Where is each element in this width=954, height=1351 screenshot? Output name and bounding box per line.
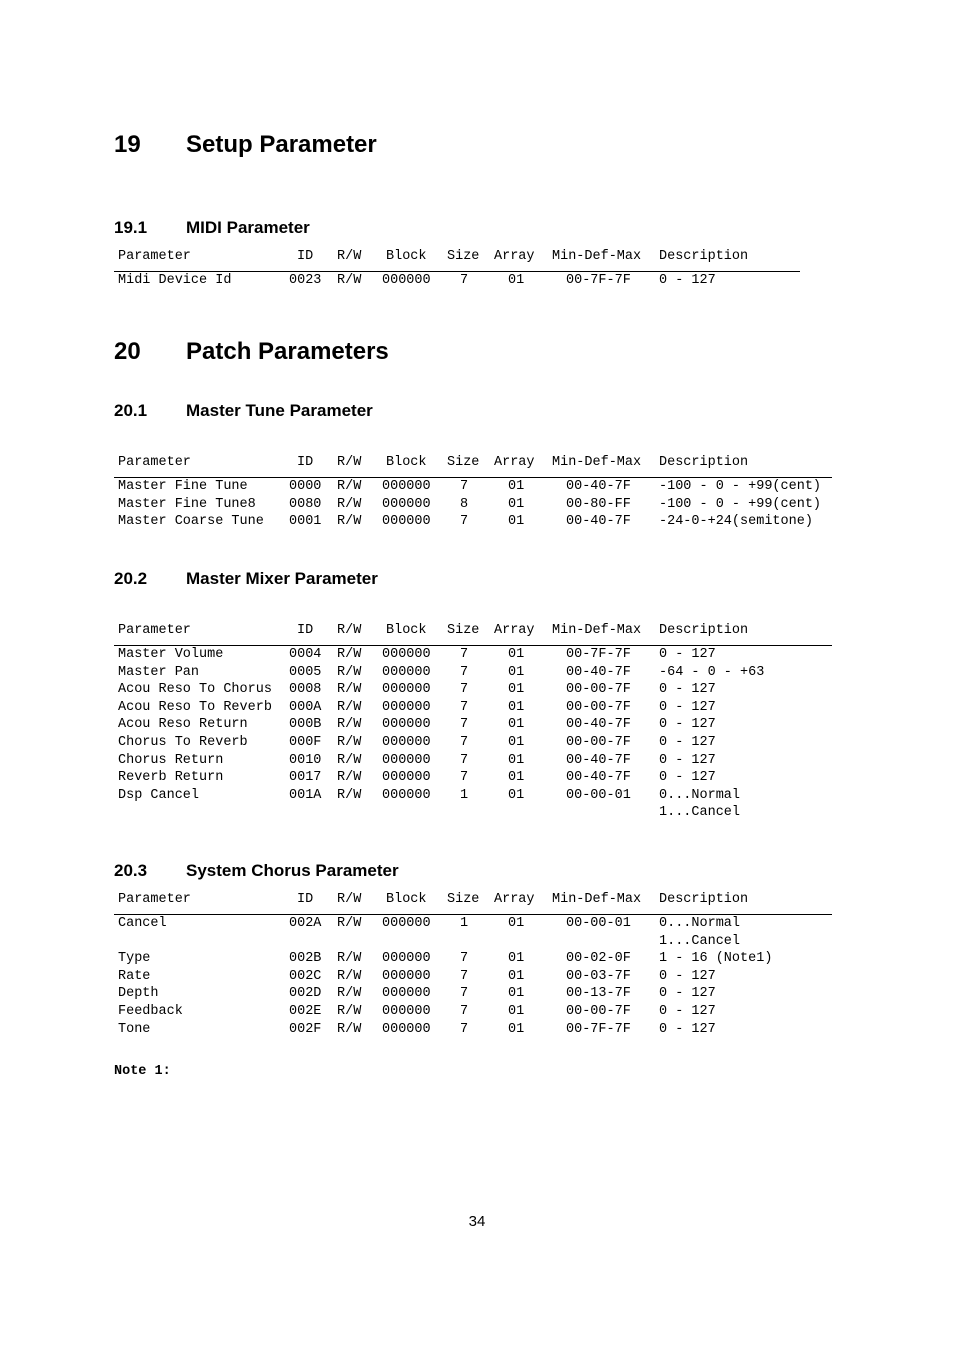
cell-size: 7 — [460, 1004, 469, 1019]
col-header-parameter: Parameter — [118, 623, 191, 638]
cell-rw: R/W — [337, 916, 362, 931]
col-header-block: Block — [386, 623, 427, 638]
col-header-size: Size — [447, 892, 480, 907]
table-row — [0, 734, 954, 752]
cell-array: 01 — [508, 986, 525, 1002]
cell-description: -100 - 0 - +99(cent) — [659, 496, 822, 512]
cell-id: 0000 — [289, 479, 322, 494]
col-header-block: Block — [386, 249, 427, 264]
section-19-1-title: MIDI Parameter — [186, 218, 310, 237]
cell-block: 000000 — [382, 699, 431, 715]
cell-array: 01 — [508, 1004, 525, 1019]
cell-array: 01 — [508, 273, 525, 288]
cell-rw: R/W — [337, 717, 362, 733]
cell-block: 000000 — [382, 951, 431, 967]
cell-parameter: Acou Reso To Chorus — [118, 682, 272, 698]
cell-min-def-max: 00-03-7F — [566, 968, 631, 984]
cell-block: 000000 — [382, 916, 431, 931]
cell-id: 000A — [289, 699, 322, 715]
cell-id: 0010 — [289, 752, 322, 768]
cell-min-def-max: 00-80-FF — [566, 496, 631, 512]
table-row — [0, 769, 954, 787]
cell-parameter: Cancel — [118, 916, 167, 931]
cell-rw: R/W — [337, 770, 362, 786]
table-row — [0, 478, 954, 496]
cell-size: 7 — [460, 986, 469, 1002]
cell-description: -64 - 0 - +63 — [659, 664, 765, 680]
cell-array: 01 — [508, 699, 525, 715]
table-row — [0, 272, 954, 290]
section-19-1-number: 19.1 — [114, 218, 148, 237]
col-header-block: Block — [386, 455, 427, 470]
cell-parameter: Master Fine Tune8 — [118, 496, 256, 512]
cell-block: 000000 — [382, 496, 431, 512]
cell-block: 000000 — [382, 986, 431, 1002]
cell-parameter: Chorus Return — [118, 752, 224, 768]
cell-array: 01 — [508, 664, 525, 680]
cell-block: 000000 — [382, 682, 431, 698]
cell-block: 000000 — [382, 770, 431, 786]
cell-rw: R/W — [337, 273, 362, 288]
section-20-1-title: Master Tune Parameter — [186, 401, 373, 420]
cell-id: 0004 — [289, 647, 322, 662]
table-row — [0, 1003, 954, 1021]
cell-description: 1 - 16 (Note1) — [659, 951, 773, 967]
cell-rw: R/W — [337, 787, 362, 803]
cell-array: 01 — [508, 752, 525, 768]
cell-rw: R/W — [337, 699, 362, 715]
col-header-rw: R/W — [337, 623, 362, 638]
cell-min-def-max: 00-7F-7F — [566, 1021, 631, 1037]
cell-description: 0...Normal — [659, 787, 741, 803]
cell-block: 000000 — [382, 717, 431, 733]
cell-rw: R/W — [337, 735, 362, 750]
cell-size: 7 — [460, 664, 469, 680]
col-header-min-def-max: Min-Def-Max — [552, 455, 642, 470]
cell-description: 0 - 127 — [659, 1004, 716, 1019]
col-header-id: ID — [297, 892, 314, 907]
cell-min-def-max: 00-40-7F — [566, 514, 631, 530]
cell-description: 0 - 127 — [659, 647, 716, 662]
col-header-array: Array — [494, 249, 535, 264]
cell-min-def-max: 00-00-01 — [566, 787, 631, 803]
note-label: Note 1: — [114, 1064, 171, 1079]
cell-parameter: Master Volume — [118, 647, 224, 662]
cell-size: 7 — [460, 752, 469, 768]
col-header-block: Block — [386, 892, 427, 907]
cell-description: 1...Cancel — [659, 933, 741, 949]
col-header-parameter: Parameter — [118, 455, 191, 470]
section-20-3-title: System Chorus Parameter — [186, 861, 399, 880]
cell-array: 01 — [508, 735, 525, 750]
cell-min-def-max: 00-02-0F — [566, 951, 631, 967]
cell-rw: R/W — [337, 752, 362, 768]
cell-rw: R/W — [337, 682, 362, 698]
col-header-size: Size — [447, 623, 480, 638]
cell-min-def-max: 00-40-7F — [566, 664, 631, 680]
cell-size: 7 — [460, 951, 469, 967]
cell-array: 01 — [508, 968, 525, 984]
cell-id: 0017 — [289, 770, 322, 786]
cell-array: 01 — [508, 496, 525, 512]
cell-parameter: Rate — [118, 968, 151, 984]
col-header-rw: R/W — [337, 892, 362, 907]
cell-size: 7 — [460, 770, 469, 786]
cell-parameter: Type — [118, 951, 151, 967]
cell-description: 0...Normal — [659, 916, 741, 931]
cell-array: 01 — [508, 916, 525, 931]
cell-description: 0 - 127 — [659, 682, 716, 698]
col-header-rw: R/W — [337, 455, 362, 470]
col-header-size: Size — [447, 249, 480, 264]
cell-size: 1 — [460, 787, 469, 803]
cell-block: 000000 — [382, 787, 431, 803]
cell-min-def-max: 00-00-7F — [566, 699, 631, 715]
cell-id: 0008 — [289, 682, 322, 698]
col-header-min-def-max: Min-Def-Max — [552, 623, 642, 638]
cell-min-def-max: 00-7F-7F — [566, 647, 631, 662]
section-20-number: 20 — [114, 338, 141, 365]
cell-size: 7 — [460, 968, 469, 984]
col-header-array: Array — [494, 623, 535, 638]
cell-size: 7 — [460, 682, 469, 698]
cell-description: 0 - 127 — [659, 717, 716, 733]
col-header-array: Array — [494, 892, 535, 907]
table-row — [0, 787, 954, 805]
cell-block: 000000 — [382, 752, 431, 768]
cell-id: 0001 — [289, 514, 322, 530]
cell-id: 002B — [289, 951, 322, 967]
cell-id: 000B — [289, 717, 322, 733]
col-header-parameter: Parameter — [118, 249, 191, 264]
cell-rw: R/W — [337, 1004, 362, 1019]
cell-description: 1...Cancel — [659, 805, 741, 821]
cell-array: 01 — [508, 1021, 525, 1037]
section-20-2-title: Master Mixer Parameter — [186, 569, 378, 588]
cell-array: 01 — [508, 514, 525, 530]
cell-array: 01 — [508, 682, 525, 698]
master-mixer-table — [0, 622, 954, 832]
cell-min-def-max: 00-40-7F — [566, 770, 631, 786]
cell-description: 0 - 127 — [659, 986, 716, 1002]
cell-min-def-max: 00-00-7F — [566, 1004, 631, 1019]
cell-min-def-max: 00-00-7F — [566, 735, 631, 750]
cell-block: 000000 — [382, 968, 431, 984]
cell-id: 002F — [289, 1021, 322, 1037]
cell-parameter: Tone — [118, 1021, 151, 1037]
cell-block: 000000 — [382, 479, 431, 494]
cell-min-def-max: 00-40-7F — [566, 717, 631, 733]
col-header-description: Description — [659, 249, 749, 264]
cell-rw: R/W — [337, 479, 362, 494]
col-header-id: ID — [297, 623, 314, 638]
table-row-continuation — [0, 804, 954, 822]
cell-rw: R/W — [337, 514, 362, 530]
col-header-array: Array — [494, 455, 535, 470]
cell-rw: R/W — [337, 1021, 362, 1037]
cell-description: 0 - 127 — [659, 1021, 716, 1037]
cell-array: 01 — [508, 951, 525, 967]
cell-id: 002D — [289, 986, 322, 1002]
table-row — [0, 716, 954, 734]
col-header-min-def-max: Min-Def-Max — [552, 249, 642, 264]
table-row — [0, 699, 954, 717]
cell-rw: R/W — [337, 986, 362, 1002]
cell-rw: R/W — [337, 951, 362, 967]
section-20-2-number: 20.2 — [114, 569, 148, 588]
table-header — [0, 622, 954, 640]
section-20-3-number: 20.3 — [114, 861, 148, 880]
cell-description: 0 - 127 — [659, 699, 716, 715]
cell-parameter: Feedback — [118, 1004, 183, 1019]
cell-parameter: Acou Reso To Reverb — [118, 699, 272, 715]
cell-id: 002C — [289, 968, 322, 984]
cell-size: 7 — [460, 479, 469, 494]
cell-size: 7 — [460, 1021, 469, 1037]
cell-parameter: Acou Reso Return — [118, 717, 248, 733]
col-header-parameter: Parameter — [118, 892, 191, 907]
cell-parameter: Master Fine Tune — [118, 479, 248, 494]
col-header-description: Description — [659, 892, 749, 907]
cell-size: 7 — [460, 514, 469, 530]
cell-min-def-max: 00-40-7F — [566, 479, 631, 494]
table-row — [0, 950, 954, 968]
cell-block: 000000 — [382, 1004, 431, 1019]
cell-parameter: Dsp Cancel — [118, 787, 200, 803]
cell-description: 0 - 127 — [659, 770, 716, 786]
table-row — [0, 513, 954, 531]
master-tune-table — [0, 454, 954, 544]
table-row — [0, 496, 954, 514]
cell-id: 002A — [289, 916, 322, 931]
section-20-title: Patch Parameters — [186, 338, 389, 365]
midi-parameter-table — [0, 248, 954, 308]
table-header — [0, 454, 954, 472]
system-chorus-table — [0, 891, 954, 1051]
table-header — [0, 248, 954, 266]
cell-array: 01 — [508, 717, 525, 733]
table-row — [0, 915, 954, 933]
cell-size: 7 — [460, 647, 469, 662]
cell-block: 000000 — [382, 664, 431, 680]
cell-size: 1 — [460, 916, 469, 931]
cell-rw: R/W — [337, 968, 362, 984]
col-header-description: Description — [659, 455, 749, 470]
col-header-min-def-max: Min-Def-Max — [552, 892, 642, 907]
cell-array: 01 — [508, 647, 525, 662]
col-header-id: ID — [297, 249, 314, 264]
cell-parameter: Master Coarse Tune — [118, 514, 264, 530]
section-19-number: 19 — [114, 131, 141, 158]
cell-block: 000000 — [382, 273, 431, 288]
cell-block: 000000 — [382, 1021, 431, 1037]
cell-parameter: Midi Device Id — [118, 273, 232, 288]
cell-min-def-max: 00-7F-7F — [566, 273, 631, 288]
col-header-id: ID — [297, 455, 314, 470]
cell-description: 0 - 127 — [659, 735, 716, 750]
section-19-title: Setup Parameter — [186, 131, 377, 158]
col-header-rw: R/W — [337, 249, 362, 264]
cell-description: 0 - 127 — [659, 752, 716, 768]
cell-array: 01 — [508, 479, 525, 494]
cell-id: 001A — [289, 787, 322, 803]
table-row — [0, 1021, 954, 1039]
cell-parameter: Master Pan — [118, 664, 200, 680]
cell-size: 7 — [460, 735, 469, 750]
cell-id: 0023 — [289, 273, 322, 288]
cell-min-def-max: 00-00-7F — [566, 682, 631, 698]
cell-description: 0 - 127 — [659, 968, 716, 984]
col-header-description: Description — [659, 623, 749, 638]
table-row — [0, 968, 954, 986]
table-row — [0, 664, 954, 682]
page-number: 34 — [468, 1213, 486, 1230]
cell-rw: R/W — [337, 664, 362, 680]
table-row — [0, 985, 954, 1003]
cell-description: -100 - 0 - +99(cent) — [659, 479, 822, 494]
cell-id: 002E — [289, 1004, 322, 1019]
table-row-continuation — [0, 933, 954, 951]
cell-size: 7 — [460, 717, 469, 733]
cell-array: 01 — [508, 770, 525, 786]
cell-description: 0 - 127 — [659, 273, 716, 288]
cell-min-def-max: 00-40-7F — [566, 752, 631, 768]
cell-id: 0005 — [289, 664, 322, 680]
cell-parameter: Chorus To Reverb — [118, 735, 248, 750]
cell-array: 01 — [508, 787, 525, 803]
cell-min-def-max: 00-00-01 — [566, 916, 631, 931]
cell-size: 8 — [460, 496, 469, 512]
cell-rw: R/W — [337, 496, 362, 512]
cell-block: 000000 — [382, 647, 431, 662]
cell-block: 000000 — [382, 514, 431, 530]
cell-size: 7 — [460, 273, 469, 288]
table-row — [0, 646, 954, 664]
cell-parameter: Depth — [118, 986, 159, 1002]
cell-size: 7 — [460, 699, 469, 715]
table-header — [0, 891, 954, 909]
cell-id: 000F — [289, 735, 322, 750]
cell-min-def-max: 00-13-7F — [566, 986, 631, 1002]
section-20-1-number: 20.1 — [114, 401, 148, 420]
cell-block: 000000 — [382, 735, 431, 750]
cell-parameter: Reverb Return — [118, 770, 224, 786]
table-row — [0, 681, 954, 699]
cell-id: 0080 — [289, 496, 322, 512]
cell-rw: R/W — [337, 647, 362, 662]
cell-description: -24-0-+24(semitone) — [659, 514, 813, 530]
table-row — [0, 752, 954, 770]
col-header-size: Size — [447, 455, 480, 470]
